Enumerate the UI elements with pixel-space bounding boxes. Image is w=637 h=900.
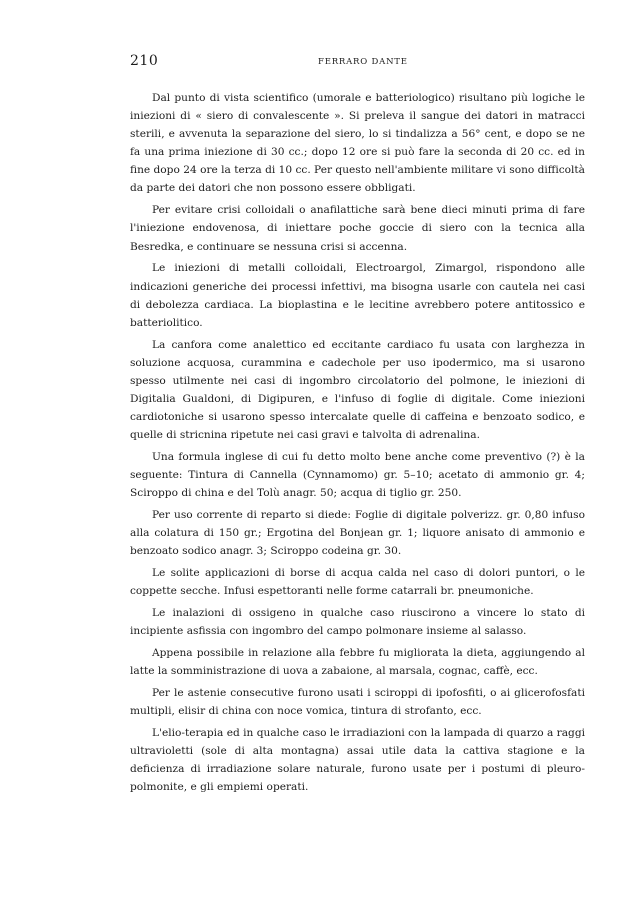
body-text <box>130 89 585 796</box>
paragraph-convalescent-serum: Dal punto di vista scientifico (umorale e batteriologico) risultano più logiche le iniezioni di « siero di convalescente ». Si preleva il sangue dei datori in matracci sterili, e avvenuta la separazione del siero, lo si tindalizza a 56° cent, e dopo se ne fa una prima iniezione di 30 cc.; dopo 12 ore si può fare la seconda di 20 cc. ed in fine dopo 24 ore la terza di 10 cc. Per questo nell'ambiente militare vi sono difficoltà da parte dei datori che non possono essere obbligati. <box>130 92 585 195</box>
paragraph-anaphylaxis-prevention: Per evitare crisi colloidali o anafilattiche sarà bene dieci minuti prima di fare l'iniezione endovenosa, di iniettare poche goccie di siero con la tecnica alla Besredka, e continuare se nessuna crisi si accenna. <box>130 204 585 253</box>
page-number: 210 <box>130 53 159 69</box>
paragraph-camphor-cardiac: La canfora come analettico ed eccitante cardiaco fu usata con larghezza in soluzione acquosa, curammina e cadechole per uso ipodermico, ma si usarono spesso utilmente nei casi di ingombro circolatorio del polmone, le iniezioni di Digitalia Gualdoni, di Digipuren, e l'infuso di foglie di digitale. Come iniezioni cardiotoniche si usarono spesso intercalate quelle di caffeina e benzoato sodico, e quelle di stricnina ripetute nei casi gravi e talvolta di adrenalina. <box>130 338 585 442</box>
paragraph-ward-prescription: Per uso corrente di reparto si diede: Foglie di digitale polverizz. gr. 0,80 infuso alla colatura di 150 gr.; Ergotina del Bonjean gr. 1; liquore anisato di ammonio e benzoato sodico anagr. 3; Sciroppo codeina gr. 30. <box>130 509 585 558</box>
paragraph-diet: Appena possibile in relazione alla febbre fu migliorata la dieta, aggiungendo al latte la somministrazione di uova a zabaione, al marsala, cognac, caffè, ecc. <box>130 647 585 678</box>
paragraph-hot-compresses: Le solite applicazioni di borse di acqua calda nel caso di dolori puntori, o le coppette secche. Infusi espettoranti nelle forme catarrali br. pneumoniche. <box>130 567 585 598</box>
paragraph-heliotherapy: L'elio-terapia ed in qualche caso le irradiazioni con la lampada di quarzo a raggi ultravioletti (sole di alta montagna) assai utile data la cattiva stagione e la deficienza di irradiazione solare naturale, furono usate per i postumi di pleuro-polmonite, e gli empiemi operati. <box>130 727 585 794</box>
paragraph-colloidal-metals: Le iniezioni di metalli colloidali, Electroargol, Zimargol, rispondono alle indicazioni generiche dei processi infettivi, ma bisogna usarle con cautela nei casi di debolezza cardiaca. La bioplastina e le lecitine avrebbero potere antitossico e batteriolitico. <box>130 262 585 329</box>
running-title: FERRARO DANTE <box>318 57 408 67</box>
running-header <box>130 53 585 69</box>
paragraph-english-formula: Una formula inglese di cui fu detto molto bene anche come preventivo (?) è la seguente: Tintura di Cannella (Cynnamomo) gr. 5–10; acetato di ammonio gr. 4; Sciroppo di china e del Tolù anagr. 50; acqua di tiglio gr. 250. <box>130 450 585 500</box>
paragraph-asthenia-treatment: Per le astenie consecutive furono usati i sciroppi di ipofosfiti, o ai glicerofosfati multipli, elisir di china con noce vomica, tintura di strofanto, ecc. <box>130 687 585 718</box>
paragraph-oxygen-inhalation: Le inalazioni di ossigeno in qualche caso riuscirono a vincere lo stato di incipiente asfissia con ingombro del campo polmonare insieme al salasso. <box>130 607 585 638</box>
